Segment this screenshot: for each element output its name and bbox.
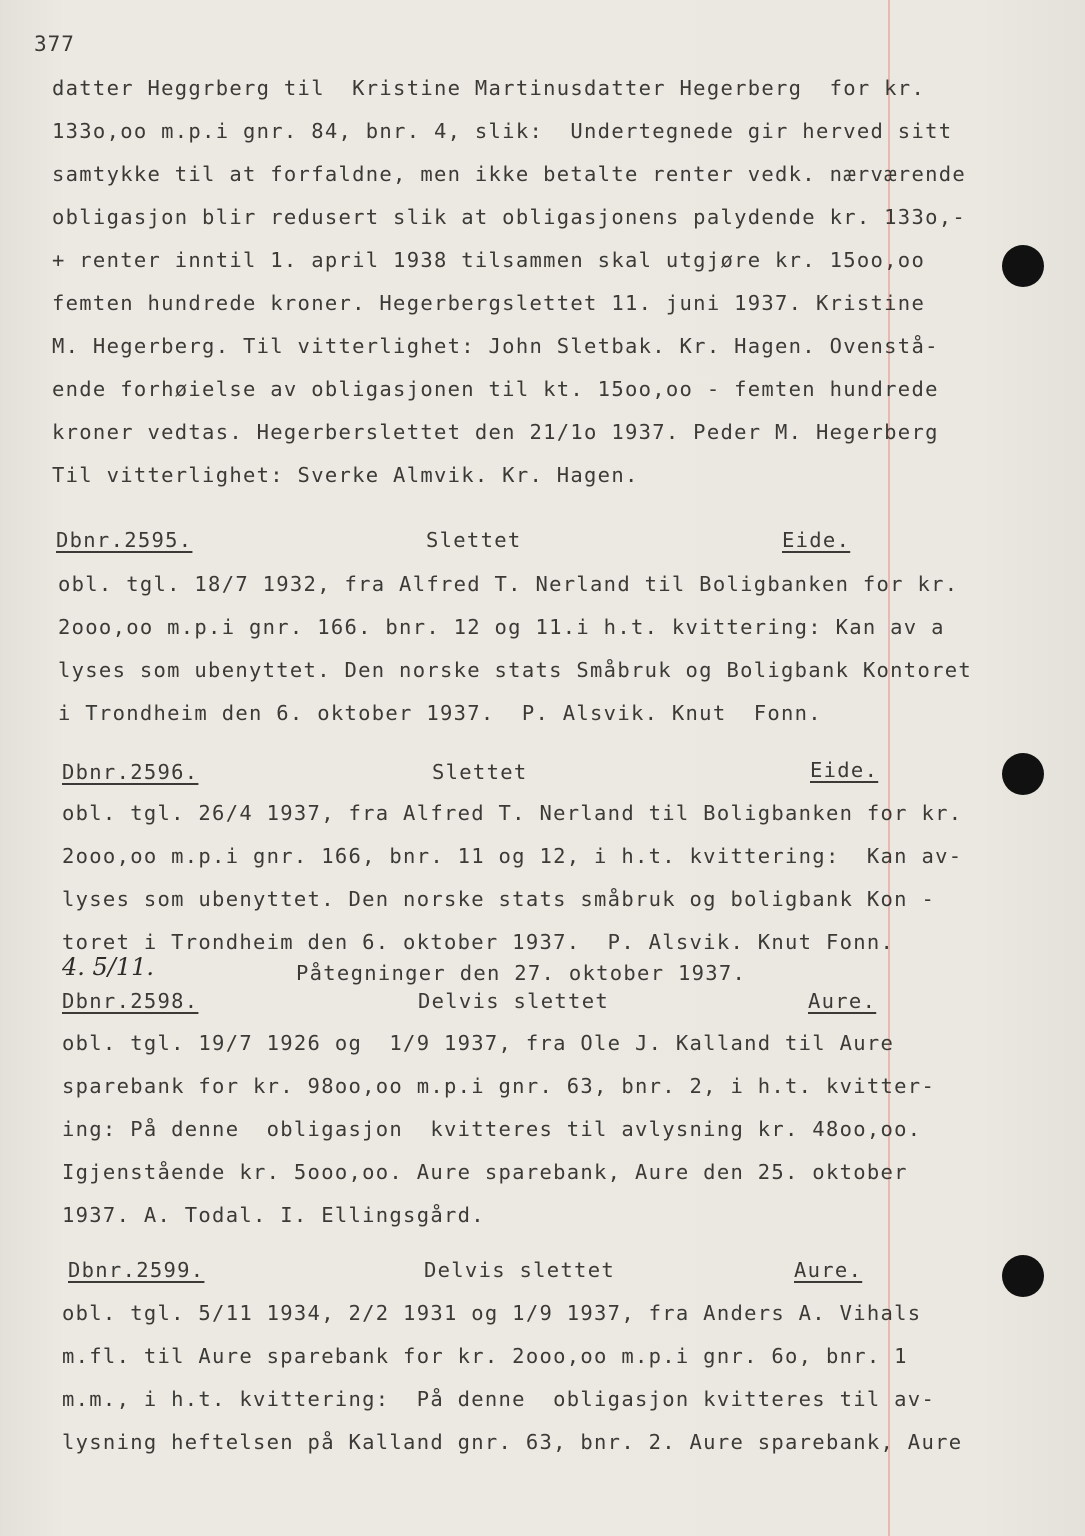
text-line: 1937. A. Todal. I. Ellingsgård. <box>62 1203 485 1227</box>
text-line: obl. tgl. 5/11 1934, 2/2 1931 og 1/9 1937, fra Anders A. Vihals <box>62 1301 922 1325</box>
text-line: i Trondheim den 6. oktober 1937. P. Alsvik. Knut Fonn. <box>58 701 822 725</box>
text-line: lyses som ubenyttet. Den norske stats Småbruk og Boligbank Kontoret <box>58 658 973 682</box>
text-line: kroner vedtas. Hegerberslettet den 21/1o 1937. Peder M. Hegerberg <box>52 420 939 444</box>
text-line: obl. tgl. 18/7 1932, fra Alfred T. Nerland til Boligbanken for kr. <box>58 572 959 596</box>
text-line: m.fl. til Aure sparebank for kr. 2ooo,oo m.p.i gnr. 6o, bnr. 1 <box>62 1344 908 1368</box>
entry-place: Eide. <box>810 758 879 782</box>
entry-place: Eide. <box>782 528 851 552</box>
text-line: toret i Trondheim den 6. oktober 1937. P. Alsvik. Knut Fonn. <box>62 930 895 954</box>
text-line: lyses som ubenyttet. Den norske stats småbruk og boligbank Kon - <box>62 887 936 911</box>
text-line: 133o,oo m.p.i gnr. 84, bnr. 4, slik: Undertegnede gir herved sitt <box>52 119 953 143</box>
entry-dbnr: Dbnr.2596. <box>62 760 199 784</box>
entry-dbnr: Dbnr.2595. <box>56 528 193 552</box>
entry-place: Aure. <box>808 989 877 1013</box>
handwritten-note: 4. 5/11. <box>62 953 155 981</box>
entry-dbnr: Dbnr.2599. <box>68 1258 205 1282</box>
text-line: samtykke til at forfaldne, men ikke betalte renter vedk. nærværende <box>52 162 967 186</box>
text-line: Igjenstående kr. 5ooo,oo. Aure sparebank, Aure den 25. oktober <box>62 1160 908 1184</box>
text-line: m.m., i h.t. kvittering: På denne obligasjon kvitteres til av- <box>62 1387 936 1411</box>
text-line: ing: På denne obligasjon kvitteres til avlysning kr. 48oo,oo. <box>62 1117 922 1141</box>
page-number: 377 <box>34 32 75 56</box>
entry-status: Slettet <box>432 760 528 784</box>
text-line: lysning heftelsen på Kalland gnr. 63, bnr. 2. Aure sparebank, Aure <box>62 1430 963 1454</box>
text-line: ende forhøielse av obligasjonen til kt. 15oo,oo - femten hundrede <box>52 377 939 401</box>
text-line: obl. tgl. 26/4 1937, fra Alfred T. Nerland til Boligbanken for kr. <box>62 801 963 825</box>
text-line: sparebank for kr. 98oo,oo m.p.i gnr. 63, bnr. 2, i h.t. kvitter- <box>62 1074 936 1098</box>
text-line: femten hundrede kroner. Hegerbergslettet 11. juni 1937. Kristine <box>52 291 926 315</box>
text-line: datter Heggrberg til Kristine Martinusdatter Hegerberg for kr. <box>52 76 926 100</box>
text-line: 2ooo,oo m.p.i gnr. 166, bnr. 11 og 12, i h.t. kvittering: Kan av- <box>62 844 963 868</box>
text-line: + renter inntil 1. april 1938 tilsammen skal utgjøre kr. 15oo,oo <box>52 248 926 272</box>
entry-status: Delvis slettet <box>418 989 609 1013</box>
punch-hole <box>1002 753 1044 795</box>
section-heading: Påtegninger den 27. oktober 1937. <box>296 961 747 985</box>
punch-hole <box>1002 245 1044 287</box>
entry-status: Delvis slettet <box>424 1258 615 1282</box>
text-line: M. Hegerberg. Til vitterlighet: John Sletbak. Kr. Hagen. Ovenstå- <box>52 334 939 358</box>
text-line: obl. tgl. 19/7 1926 og 1/9 1937, fra Ole J. Kalland til Aure <box>62 1031 895 1055</box>
text-line: Til vitterlighet: Sverke Almvik. Kr. Hagen. <box>52 463 639 487</box>
punch-hole <box>1002 1255 1044 1297</box>
text-line: obligasjon blir redusert slik at obligasjonens palydende kr. 133o,- <box>52 205 967 229</box>
entry-place: Aure. <box>794 1258 863 1282</box>
entry-dbnr: Dbnr.2598. <box>62 989 199 1013</box>
text-line: 2ooo,oo m.p.i gnr. 166. bnr. 12 og 11.i h.t. kvittering: Kan av a <box>58 615 945 639</box>
entry-status: Slettet <box>426 528 522 552</box>
